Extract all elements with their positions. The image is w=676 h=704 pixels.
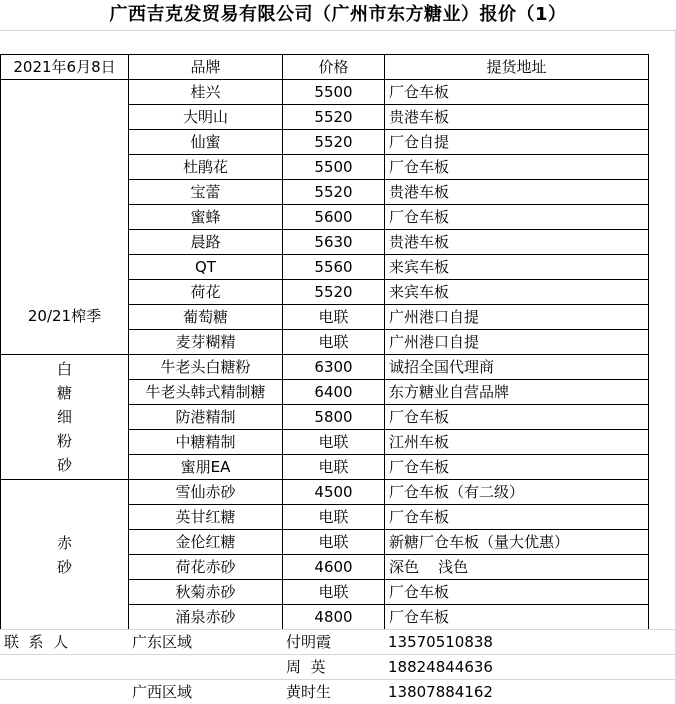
- price-cell[interactable]: 4500: [283, 480, 385, 505]
- brand-cell[interactable]: 荷花: [129, 280, 283, 305]
- brand-cell[interactable]: 防港精制: [129, 405, 283, 430]
- brand-cell[interactable]: 仙蜜: [129, 130, 283, 155]
- address-cell[interactable]: 贵港车板: [385, 105, 649, 130]
- brand-cell[interactable]: 葡萄糖: [129, 305, 283, 330]
- price-cell[interactable]: 5520: [283, 180, 385, 205]
- price-cell[interactable]: 5520: [283, 280, 385, 305]
- brand-cell[interactable]: 金伦红糖: [129, 530, 283, 555]
- brand-cell[interactable]: 杜鹃花: [129, 155, 283, 180]
- blank-spreadsheet-row: [0, 30, 676, 55]
- brand-cell[interactable]: 麦芽糊精: [129, 330, 283, 355]
- header-brand[interactable]: 品牌: [129, 55, 283, 80]
- contact-phone[interactable]: 18824844636: [384, 655, 676, 680]
- contact-name[interactable]: 黄时生: [282, 680, 384, 704]
- address-cell[interactable]: 新糖厂仓车板（量大优惠）: [385, 530, 649, 555]
- brand-cell[interactable]: 桂兴: [129, 80, 283, 105]
- address-cell[interactable]: 来宾车板: [385, 255, 649, 280]
- price-cell[interactable]: 6300: [283, 355, 385, 380]
- category-label-line: 白: [56, 360, 72, 378]
- brand-cell[interactable]: 秋菊赤砂: [129, 580, 283, 605]
- category-label: [5, 304, 124, 354]
- price-cell[interactable]: 5600: [283, 205, 385, 230]
- contact-name[interactable]: 周 英: [282, 655, 384, 680]
- address-cell[interactable]: 厂仓车板: [385, 205, 649, 230]
- product-row: [1, 480, 649, 505]
- price-cell[interactable]: 电联: [283, 505, 385, 530]
- header-price[interactable]: 价格: [283, 55, 385, 80]
- address-cell[interactable]: 厂仓车板: [385, 455, 649, 480]
- brand-cell[interactable]: 宝蕾: [129, 180, 283, 205]
- contact-table: [0, 629, 676, 704]
- address-cell[interactable]: 广州港口自提: [385, 330, 649, 355]
- address-cell[interactable]: 厂仓车板: [385, 605, 649, 630]
- category-label-line: 砂: [56, 557, 72, 576]
- header-row: [1, 55, 649, 80]
- brand-cell[interactable]: QT: [129, 255, 283, 280]
- contact-row: [0, 655, 676, 680]
- address-cell[interactable]: 厂仓车板: [385, 80, 649, 105]
- product-row: [1, 355, 649, 380]
- header-address[interactable]: 提货地址: [385, 55, 649, 80]
- address-cell[interactable]: 诚招全国代理商: [385, 355, 649, 380]
- address-cell[interactable]: 江州车板: [385, 430, 649, 455]
- address-cell[interactable]: 东方糖业自营品牌: [385, 380, 649, 405]
- contact-region[interactable]: [128, 655, 282, 680]
- price-cell[interactable]: 5520: [283, 105, 385, 130]
- price-cell[interactable]: 5520: [283, 130, 385, 155]
- category-label-line: 赤: [56, 533, 72, 552]
- brand-cell[interactable]: 中糖精制: [129, 430, 283, 455]
- category-label-line: 20/21榨季: [27, 307, 102, 325]
- address-cell[interactable]: 广州港口自提: [385, 305, 649, 330]
- brand-cell[interactable]: 蜜蜂: [129, 205, 283, 230]
- brand-cell[interactable]: 雪仙赤砂: [129, 480, 283, 505]
- contact-region[interactable]: 广东区域: [128, 630, 282, 655]
- price-cell[interactable]: 电联: [283, 430, 385, 455]
- address-cell[interactable]: 来宾车板: [385, 280, 649, 305]
- page-title: 广西吉克发贸易有限公司（广州市东方糖业）报价（1）: [109, 4, 567, 25]
- category-label-line: 细: [56, 408, 72, 426]
- price-cell[interactable]: 电联: [283, 330, 385, 355]
- contact-phone[interactable]: 13570510838: [384, 630, 676, 655]
- category-label-line: 糖: [56, 384, 72, 402]
- address-cell[interactable]: 厂仓车板: [385, 505, 649, 530]
- brand-cell[interactable]: 牛老头韩式精制糖: [129, 380, 283, 405]
- brand-cell[interactable]: 牛老头白糖粉: [129, 355, 283, 380]
- brand-cell[interactable]: 大明山: [129, 105, 283, 130]
- address-cell[interactable]: 厂仓车板（有二级）: [385, 480, 649, 505]
- address-cell[interactable]: 贵港车板: [385, 180, 649, 205]
- brand-cell[interactable]: 荷花赤砂: [129, 555, 283, 580]
- price-cell[interactable]: 4600: [283, 555, 385, 580]
- address-cell[interactable]: 厂仓自提: [385, 130, 649, 155]
- contact-phone[interactable]: 13807884162: [384, 680, 676, 704]
- category-label-line: 砂: [56, 456, 72, 474]
- category-label-line: 粉: [56, 432, 72, 450]
- price-cell[interactable]: 4800: [283, 605, 385, 630]
- price-cell[interactable]: 电联: [283, 455, 385, 480]
- price-cell[interactable]: 5560: [283, 255, 385, 280]
- category-cell[interactable]: [1, 355, 129, 480]
- contact-row: [0, 680, 676, 704]
- header-date[interactable]: 2021年6月8日: [1, 55, 129, 80]
- category-cell[interactable]: [1, 480, 129, 630]
- price-cell[interactable]: 5800: [283, 405, 385, 430]
- brand-cell[interactable]: 英甘红糖: [129, 505, 283, 530]
- contact-region[interactable]: 广西区域: [128, 680, 282, 704]
- contact-label[interactable]: 联 系 人: [0, 630, 128, 655]
- category-label: [5, 357, 124, 477]
- brand-cell[interactable]: 涌泉赤砂: [129, 605, 283, 630]
- address-cell[interactable]: 厂仓车板: [385, 155, 649, 180]
- price-table: [0, 54, 649, 630]
- price-cell[interactable]: 电联: [283, 580, 385, 605]
- address-cell[interactable]: 贵港车板: [385, 230, 649, 255]
- product-row: [1, 80, 649, 105]
- address-cell[interactable]: 厂仓车板: [385, 580, 649, 605]
- price-cell[interactable]: 6400: [283, 380, 385, 405]
- price-cell[interactable]: 5630: [283, 230, 385, 255]
- price-cell[interactable]: 5500: [283, 80, 385, 105]
- price-cell[interactable]: 电联: [283, 305, 385, 330]
- price-cell[interactable]: 电联: [283, 530, 385, 555]
- address-cell[interactable]: 厂仓车板: [385, 405, 649, 430]
- category-cell[interactable]: [1, 80, 129, 355]
- contact-row: [0, 630, 676, 655]
- contact-blank[interactable]: [0, 655, 128, 680]
- contact-name[interactable]: 付明霞: [282, 630, 384, 655]
- contact-blank[interactable]: [0, 680, 128, 704]
- brand-cell[interactable]: 晨路: [129, 230, 283, 255]
- price-cell[interactable]: 5500: [283, 155, 385, 180]
- brand-cell[interactable]: 蜜朋EA: [129, 455, 283, 480]
- category-label: [5, 531, 124, 579]
- address-cell[interactable]: 深色 浅色: [385, 555, 649, 580]
